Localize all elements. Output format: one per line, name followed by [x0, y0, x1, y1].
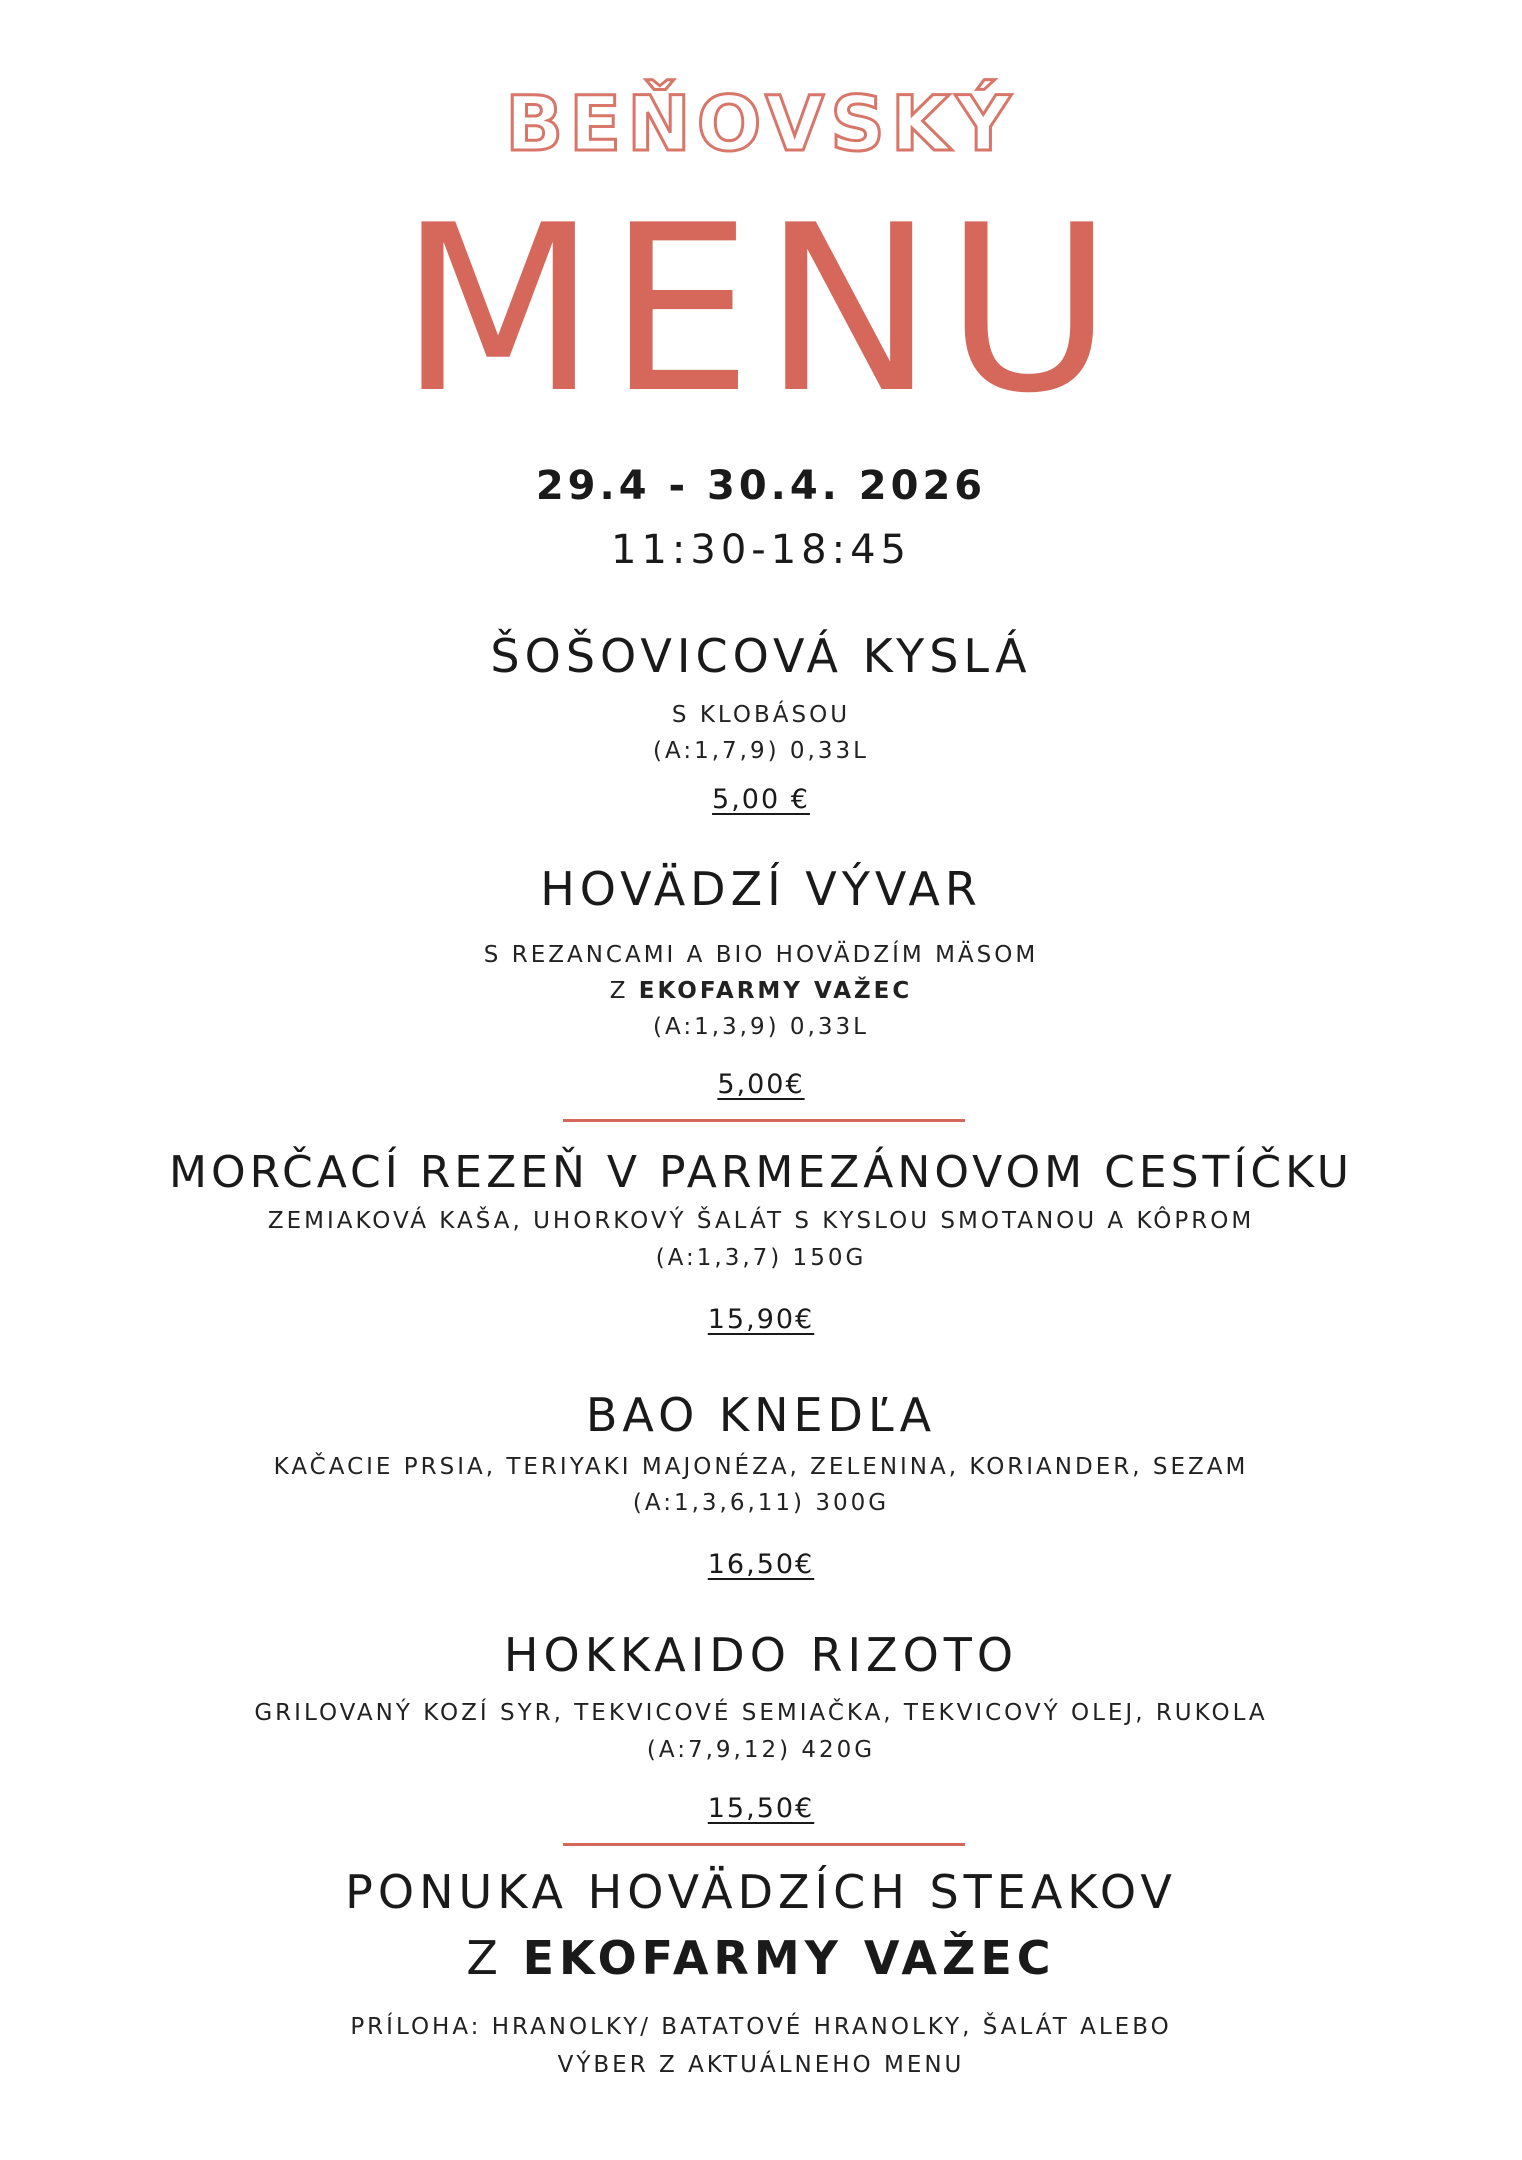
dish-title: MORČACÍ REZEŇ V PARMEZÁNOVOM CESTÍČKU [169, 1147, 1353, 1198]
dish-title: HOKKAIDO RIZOTO [503, 1628, 1019, 1682]
dish-allergens: (A:1,3,9) 0,33L [653, 1014, 869, 1040]
steak-offer-source [0, 1931, 1522, 1985]
steak-sides: PRÍLOHA: HRANOLKY/ BATATOVÉ HRANOLKY, ŠALÁT ALEBO [350, 2014, 1172, 2040]
dish-allergens: (A:7,9,12) 420G [646, 1737, 876, 1763]
dish-description: GRILOVANÝ KOZÍ SYR, TEKVICOVÉ SEMIAČKA, TEKVICOVÝ OLEJ, RUKOLA [254, 1700, 1268, 1726]
source-prefix: Z [609, 978, 639, 1004]
steak-source-prefix: Z [466, 1931, 523, 1985]
dish-allergens: (A:1,3,6,11) 300G [632, 1490, 890, 1516]
dish-price: 15,50€ [707, 1793, 815, 1824]
dish-description-source [0, 980, 1522, 1003]
steak-source-farm: EKOFARMY VAŽEC [522, 1931, 1056, 1985]
dish-title: HOVÄDZÍ VÝVAR [540, 862, 982, 916]
dish-allergens: (A:1,3,7) 150G [655, 1245, 867, 1271]
section-divider [563, 1843, 965, 1846]
dish-price: 5,00€ [717, 1069, 805, 1100]
dish-price: 16,50€ [707, 1549, 815, 1580]
dish-price: 15,90€ [707, 1304, 815, 1335]
steak-sides-menu: VÝBER Z AKTUÁLNEHO MENU [557, 2052, 965, 2078]
dish-description: ZEMIAKOVÁ KAŠA, UHORKOVÝ ŠALÁT S KYSLOU SMOTANOU A KÔPROM [267, 1208, 1255, 1234]
source-farm: EKOFARMY VAŽEC [638, 978, 913, 1004]
dish-title: BAO KNEDĽA [585, 1388, 937, 1442]
dish-description: S REZANCAMI A BIO HOVÄDZÍM MÄSOM [483, 942, 1039, 968]
dish-allergens: (A:1,7,9) 0,33L [653, 738, 869, 764]
dish-description: S KLOBÁSOU [671, 702, 851, 728]
brand-name: BEŇOVSKÝ [505, 79, 1017, 168]
dish-price: 5,00 € [712, 784, 810, 815]
dish-title: ŠOŠOVICOVÁ KYSLÁ [490, 629, 1032, 683]
section-divider [563, 1119, 965, 1122]
dish-description: KAČACIE PRSIA, TERIYAKI MAJONÉZA, ZELENINA, KORIANDER, SEZAM [273, 1454, 1249, 1480]
opening-hours: 11:30-18:45 [611, 527, 911, 573]
menu-title: MENU [398, 177, 1124, 444]
menu-date: 29.4 - 30.4. 2026 [535, 463, 987, 509]
steak-offer-title: PONUKA HOVÄDZÍCH STEAKOV [345, 1865, 1177, 1919]
